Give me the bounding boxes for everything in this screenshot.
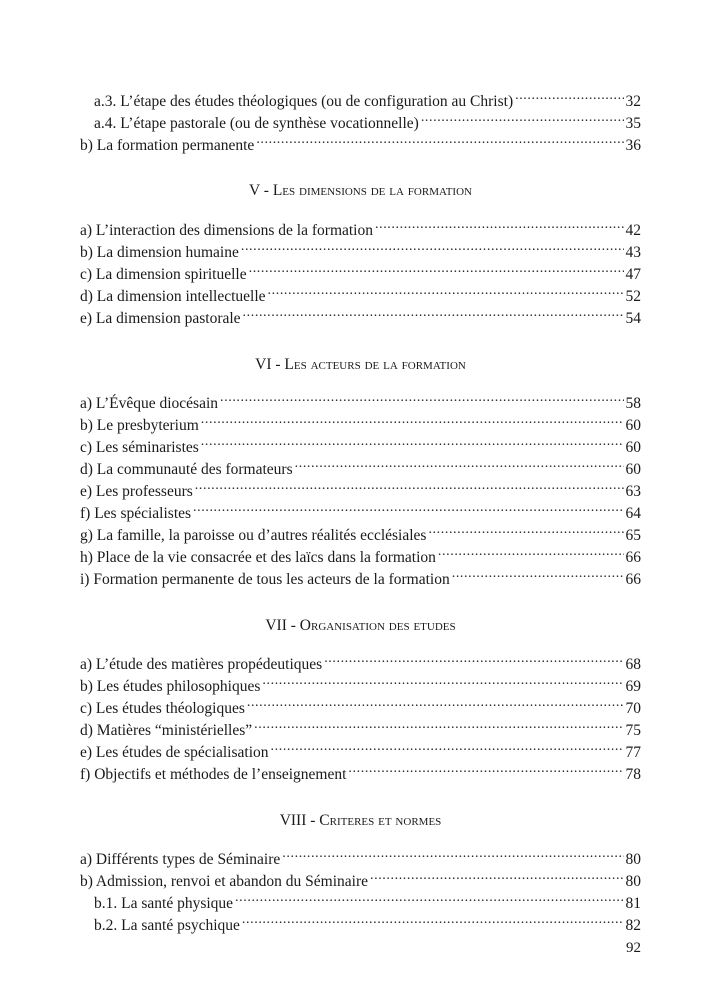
section-title: V - Les dimensions de la formation bbox=[249, 182, 472, 199]
toc-entry bbox=[80, 301, 641, 327]
section-title: VIII - Criteres et normes bbox=[279, 812, 442, 829]
toc-entry-label: b) Admission, renvoi et abandon du Séminaire bbox=[80, 873, 368, 890]
toc-entry bbox=[80, 757, 641, 783]
toc-leader-dots bbox=[370, 864, 624, 886]
toc-leader-dots bbox=[262, 669, 623, 691]
toc-entry-label: a) L’étude des matières propédeutiques bbox=[80, 656, 323, 673]
toc-entry-page: 80 bbox=[625, 873, 641, 890]
toc-entry bbox=[94, 106, 641, 132]
toc-entry bbox=[80, 540, 641, 566]
toc-entry-page: 42 bbox=[625, 222, 641, 239]
toc-leader-dots bbox=[193, 496, 623, 518]
toc-entry bbox=[80, 257, 641, 283]
toc-entry bbox=[80, 386, 641, 412]
toc-entry-page: 82 bbox=[625, 917, 641, 934]
toc-leader-dots bbox=[256, 128, 623, 150]
toc-entry-page: 36 bbox=[625, 137, 641, 154]
toc-entry-label: g) La famille, la paroisse ou d’autres réalités ecclésiales bbox=[80, 527, 427, 544]
toc-entry bbox=[80, 235, 641, 261]
toc-entry-page: 60 bbox=[625, 417, 641, 434]
toc-entry bbox=[80, 128, 641, 154]
toc-entry bbox=[80, 408, 641, 434]
toc-entry bbox=[80, 474, 641, 500]
toc-entry-page: 35 bbox=[625, 115, 641, 132]
section-title: VII - Organisation des etudes bbox=[265, 617, 456, 634]
toc-entry-page: 65 bbox=[625, 527, 641, 544]
toc-entry-page: 75 bbox=[625, 722, 641, 739]
toc-leader-dots bbox=[375, 213, 624, 235]
toc-entry-label: a) L’Évêque diocésain bbox=[80, 395, 219, 412]
toc-entry-page: 68 bbox=[625, 656, 641, 673]
toc-entry bbox=[80, 213, 641, 239]
toc-entry-label: e) La dimension pastorale bbox=[80, 310, 241, 327]
toc-leader-dots bbox=[235, 886, 623, 908]
toc-entry-page: 63 bbox=[625, 483, 641, 500]
toc-entry-label: f) Objectifs et méthodes de l’enseignement bbox=[80, 766, 347, 783]
toc-entry-label: a.3. L’étape des études théologiques (ou de configuration au Christ) bbox=[94, 93, 514, 110]
toc-entry bbox=[80, 430, 641, 456]
toc-entry bbox=[80, 518, 641, 544]
toc-entry bbox=[80, 669, 641, 695]
toc-entry-label: b) La formation permanente bbox=[80, 137, 255, 154]
toc-leader-dots bbox=[220, 386, 623, 408]
toc-entry-label: d) La communauté des formateurs bbox=[80, 461, 293, 478]
toc-entry-page: 60 bbox=[625, 461, 641, 478]
toc-entry-label: i) Formation permanente de tous les acteurs de la formation bbox=[80, 571, 450, 588]
toc-entry-label: c) Les études théologiques bbox=[80, 700, 245, 717]
toc-entry bbox=[80, 713, 641, 739]
toc-entry-page: 58 bbox=[625, 395, 641, 412]
toc-entry-label: f) Les spécialistes bbox=[80, 505, 192, 522]
page-number: 92 bbox=[626, 940, 641, 956]
toc-entry-page: 70 bbox=[625, 700, 641, 717]
toc-entry-page: 80 bbox=[625, 851, 641, 868]
toc-leader-dots bbox=[242, 908, 624, 930]
toc-entry bbox=[94, 886, 641, 912]
toc-entry-page: 77 bbox=[625, 744, 641, 761]
toc-entry bbox=[80, 452, 641, 478]
toc-leader-dots bbox=[254, 713, 623, 735]
toc-leader-dots bbox=[247, 691, 624, 713]
toc-entry bbox=[80, 691, 641, 717]
toc-entry bbox=[80, 496, 641, 522]
toc-entry-label: b) Le presbyterium bbox=[80, 417, 199, 434]
toc-entry bbox=[94, 84, 641, 110]
toc-entry-page: 54 bbox=[625, 310, 641, 327]
toc-entry-label: d) La dimension intellectuelle bbox=[80, 288, 266, 305]
toc-leader-dots bbox=[268, 279, 624, 301]
toc-entry bbox=[94, 908, 641, 934]
toc-entry-label: a.4. L’étape pastorale (ou de synthèse vocationnelle) bbox=[94, 115, 419, 132]
toc-entry bbox=[80, 562, 641, 588]
toc-entry-page: 66 bbox=[625, 549, 641, 566]
toc-leader-dots bbox=[421, 106, 624, 128]
toc-entry-label: e) Les études de spécialisation bbox=[80, 744, 269, 761]
toc-entry-page: 47 bbox=[625, 266, 641, 283]
toc-entry bbox=[80, 647, 641, 673]
toc-leader-dots bbox=[428, 518, 623, 540]
toc-leader-dots bbox=[243, 301, 624, 323]
toc-leader-dots bbox=[241, 235, 624, 257]
toc-entry-label: a) Différents types de Séminaire bbox=[80, 851, 281, 868]
toc-leader-dots bbox=[295, 452, 624, 474]
toc-leader-dots bbox=[195, 474, 624, 496]
toc-entry-page: 66 bbox=[625, 571, 641, 588]
toc-entry-page: 60 bbox=[625, 439, 641, 456]
toc-leader-dots bbox=[515, 84, 623, 106]
toc-leader-dots bbox=[438, 540, 624, 562]
toc-leader-dots bbox=[452, 562, 624, 584]
toc-leader-dots bbox=[201, 430, 624, 452]
toc-entry-page: 69 bbox=[625, 678, 641, 695]
toc-entry-label: e) Les professeurs bbox=[80, 483, 193, 500]
toc-entry bbox=[80, 279, 641, 305]
section-title: VI - Les acteurs de la formation bbox=[255, 356, 466, 373]
toc-leader-dots bbox=[249, 257, 624, 279]
toc-entry-page: 52 bbox=[625, 288, 641, 305]
toc-entry-label: b) La dimension humaine bbox=[80, 244, 239, 261]
toc-entry-label: c) La dimension spirituelle bbox=[80, 266, 247, 283]
toc-leader-dots bbox=[201, 408, 624, 430]
toc-entry-page: 81 bbox=[625, 895, 641, 912]
toc-entry-label: d) Matières “ministérielles” bbox=[80, 722, 253, 739]
toc-entry-label: h) Place de la vie consacrée et des laïcs dans la formation bbox=[80, 549, 436, 566]
toc-entry bbox=[80, 842, 641, 868]
toc-entry-page: 64 bbox=[625, 505, 641, 522]
toc-entry bbox=[80, 864, 641, 890]
toc-entry-page: 78 bbox=[625, 766, 641, 783]
toc-entry-label: c) Les séminaristes bbox=[80, 439, 199, 456]
toc-entry-page: 32 bbox=[625, 93, 641, 110]
toc-entry-label: a) L’interaction des dimensions de la formation bbox=[80, 222, 373, 239]
toc-leader-dots bbox=[324, 647, 623, 669]
toc-leader-dots bbox=[348, 757, 623, 779]
toc-entry-label: b.1. La santé physique bbox=[94, 895, 234, 912]
toc-entry-label: b) Les études philosophiques bbox=[80, 678, 261, 695]
toc-entry bbox=[80, 735, 641, 761]
toc-leader-dots bbox=[282, 842, 623, 864]
toc-entry-page: 43 bbox=[625, 244, 641, 261]
toc-entry-label: b.2. La santé psychique bbox=[94, 917, 240, 934]
toc-leader-dots bbox=[271, 735, 624, 757]
